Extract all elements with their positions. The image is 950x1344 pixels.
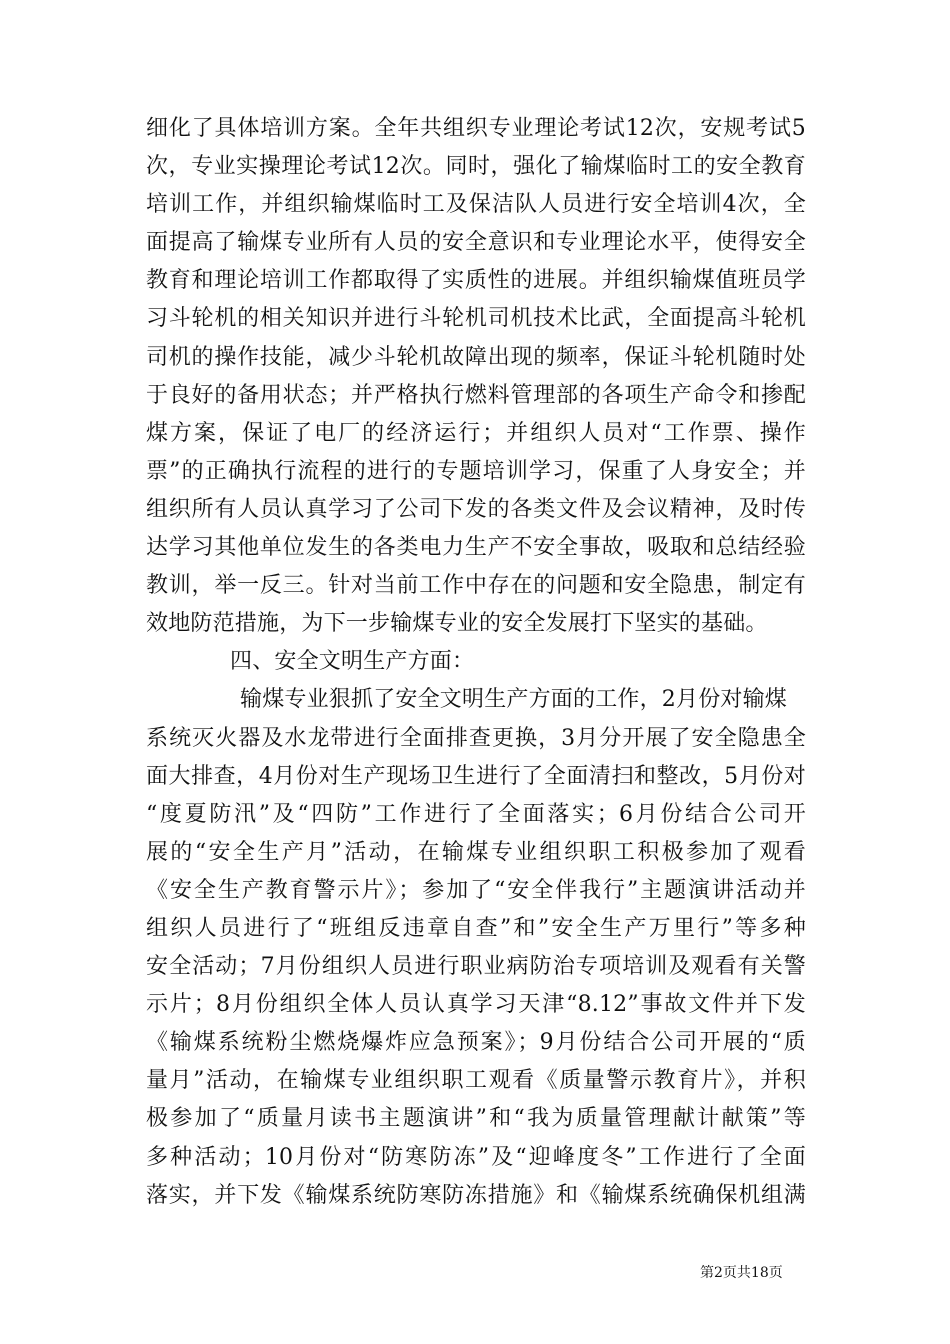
text-line: 量月”活动，在输煤专业组织职工观看《质量警示教育片》，并积 — [146, 1068, 806, 1094]
text-line: 习斗轮机的相关知识并进行斗轮机司机技术比武，全面提高斗轮机 — [146, 306, 806, 332]
text-line: 面大排查，4月份对生产现场卫生进行了全面清扫和整改，5月份对 — [146, 763, 806, 789]
body-text — [146, 110, 806, 1215]
text-line: 培训工作，并组织输煤临时工及保洁队人员进行安全培训4次，全 — [146, 192, 806, 218]
text-line: 系统灭火器及水龙带进行全面排查更换，3月分开展了安全隐患全 — [146, 725, 806, 751]
text-line: 示片；8月份组织全体人员认真学习天津“8.12”事故文件并下发 — [146, 992, 806, 1018]
page-number-footer: 第2页共18页 — [700, 1265, 783, 1281]
text-line: 《安全生产教育警示片》；参加了“安全伴我行”主题演讲活动并 — [146, 877, 806, 903]
text-line: 于良好的备用状态；并严格执行燃料管理部的各项生产命令和掺配 — [146, 382, 806, 408]
text-line: 组织人员进行了“班组反违章自查”和”安全生产万里行”等多种 — [146, 915, 806, 941]
text-line: 司机的操作技能，减少斗轮机故障出现的频率，保证斗轮机随时处 — [146, 344, 806, 370]
text-line: 票”的正确执行流程的进行的专题培训学习，保重了人身安全；并 — [146, 458, 806, 484]
paragraph-first-line: 输煤专业狠抓了安全文明生产方面的工作，2月份对输煤 — [240, 687, 787, 713]
text-line: 《输煤系统粉尘燃烧爆炸应急预案》；9月份结合公司开展的“质 — [146, 1030, 806, 1056]
text-line: 面提高了输煤专业所有人员的安全意识和专业理论水平，使得安全 — [146, 230, 806, 256]
text-line: 安全活动；7月份组织人员进行职业病防治专项培训及观看有关警 — [146, 954, 806, 980]
section-heading: 四、安全文明生产方面： — [230, 649, 475, 675]
text-line: 落实，并下发《输煤系统防寒防冻措施》和《输煤系统确保机组满 — [146, 1182, 806, 1208]
text-line: 组织所有人员认真学习了公司下发的各类文件及会议精神，及时传 — [146, 496, 806, 522]
text-line: 次，专业实操理论考试12次。同时，强化了输煤临时工的安全教育 — [146, 154, 806, 180]
text-line: 煤方案，保证了电厂的经济运行；并组织人员对“工作票、操作 — [146, 420, 806, 446]
text-line: 多种活动；10月份对“防寒防冻”及“迎峰度冬”工作进行了全面 — [146, 1144, 806, 1170]
text-line: 细化了具体培训方案。全年共组织专业理论考试12次，安规考试5 — [146, 116, 806, 141]
text-line: 极参加了“质量月读书主题演讲”和“我为质量管理献计献策”等 — [146, 1106, 806, 1132]
text-line: 达学习其他单位发生的各类电力生产不安全事故，吸取和总结经验 — [146, 535, 806, 561]
text-line: “度夏防汛”及“四防”工作进行了全面落实；6月份结合公司开 — [146, 801, 806, 827]
text-line: 教训，举一反三。针对当前工作中存在的问题和安全隐患，制定有 — [146, 573, 806, 599]
text-line: 展的“安全生产月”活动，在输煤专业组织职工积极参加了观看 — [146, 839, 806, 865]
text-line: 教育和理论培训工作都取得了实质性的进展。并组织输煤值班员学 — [146, 268, 806, 294]
text-line: 效地防范措施，为下一步输煤专业的安全发展打下坚实的基础。 — [146, 611, 768, 637]
